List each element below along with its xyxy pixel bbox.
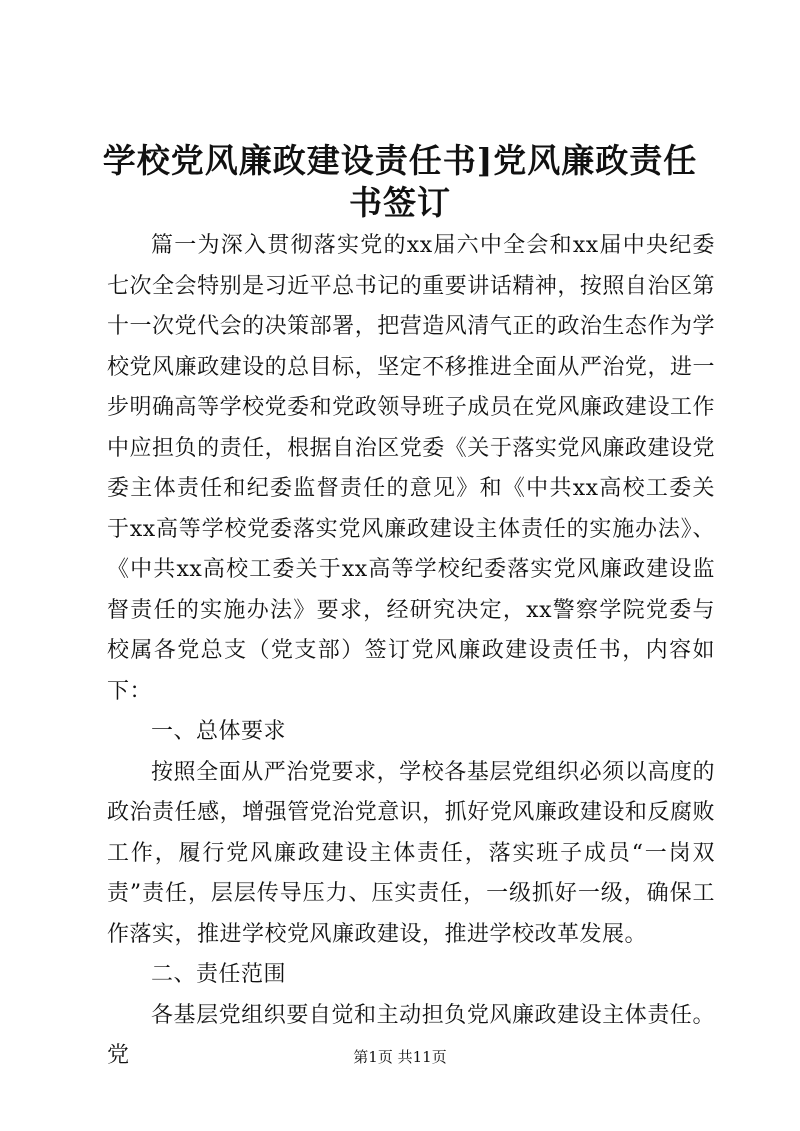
- document-body: [107, 226, 715, 1077]
- section-heading-scope-of-responsibility: 二、责任范围: [151, 962, 287, 987]
- document-title: 学校党风廉政建设责任书]党风廉政责任书签订: [102, 141, 698, 222]
- paragraph-intro: 篇一为深入贯彻落实党的xx届六中全会和xx届中央纪委七次全会特别是习近平总书记的重要讲话精神，按照自治区第十一次党代会的决策部署，把营造风清气正的政治生态作为学校党风廉政建设的总目标，坚定不移推进全面从严治党，进一步明确高等学校党委和党政领导班子成员在党风廉政建设工作中应担负的责任，根据自治区党委《关于落实党风廉政建设党委主体责任和纪委监督责任的意见》和《中共xx高校工委关于xx高等学校党委落实党风廉政建设主体责任的实施办法》、《中共xx高校工委关于xx高等学校纪委落实党风廉政建设监督责任的实施办法》要求，经研究决定，xx警察学院党委与校属各党总支（党支部）签订党风廉政建设责任书，内容如下：: [107, 233, 715, 704]
- section-heading-general-requirements: 一、总体要求: [151, 719, 287, 744]
- page-footer: 第1页 共11页: [353, 1048, 447, 1066]
- paragraph-scope-of-responsibility: 各基层党组织要自觉和主动担负党风廉政建设主体责任。党: [107, 1002, 715, 1068]
- paragraph-general-requirements: 按照全面从严治党要求，学校各基层党组织必须以高度的政治责任感，增强管党治党意识，抓好党风廉政建设和反腐败工作，履行党风廉政建设主体责任，落实班子成员“一岗双责”责任，层层传导压力、压实责任，一级抓好一级，确保工作落实，推进学校党风廉政建设，推进学校改革发展。: [107, 759, 715, 947]
